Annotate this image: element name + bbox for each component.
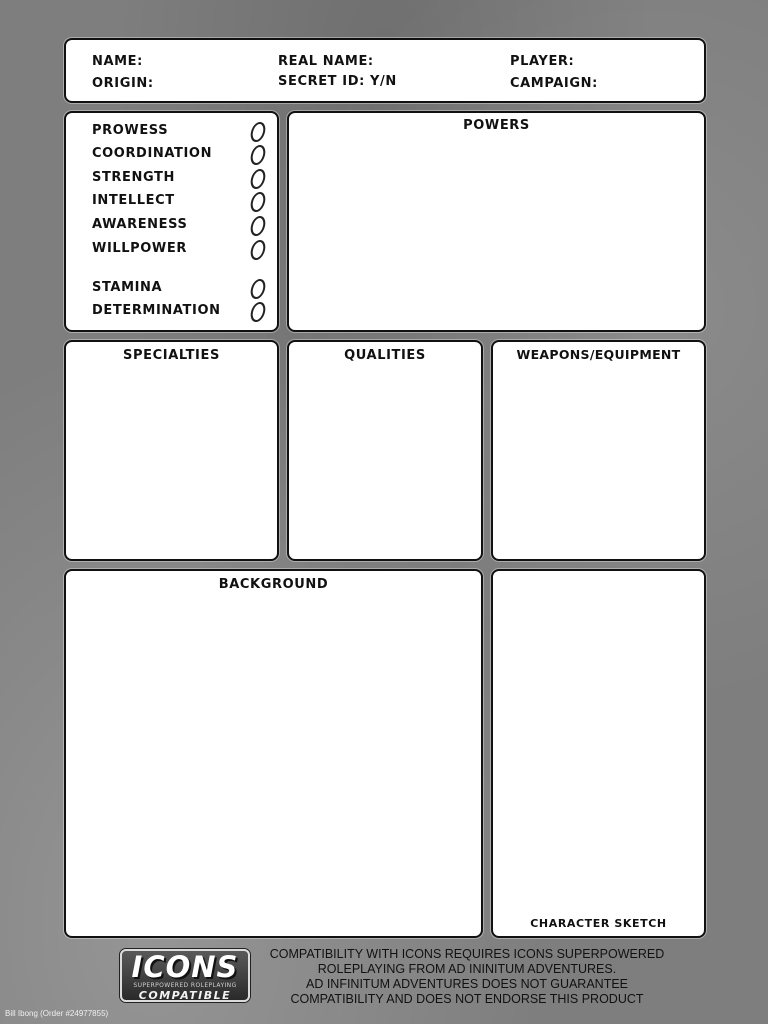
logo-compatible-text: COMPATIBLE <box>138 989 232 1002</box>
logo-wordmark: ICONS <box>131 950 239 984</box>
logo-tagline: SUPERPOWERED ROLEPLAYING <box>133 982 237 989</box>
powers-box[interactable] <box>287 111 706 332</box>
disclaimer-line: COMPATIBILITY AND DOES NOT ENDORSE THIS PRODUCT <box>290 992 644 1006</box>
character-sketch-label: CHARACTER SKETCH <box>530 917 667 930</box>
ability-row-awareness <box>92 216 267 236</box>
derived-row-determination <box>92 302 267 322</box>
ability-row-coordination <box>92 145 267 165</box>
specialties-title: SPECIALTIES <box>123 348 220 363</box>
qualities-box[interactable] <box>287 340 483 561</box>
disclaimer-line: AD INFINITUM ADVENTURES DOES NOT GUARANTEE <box>305 977 629 991</box>
identity-header-box <box>64 38 706 103</box>
background-box[interactable] <box>64 569 483 938</box>
ability-row-intellect <box>92 192 267 212</box>
ability-value-oval[interactable] <box>249 145 267 165</box>
ability-label: AWARENESS <box>92 217 188 232</box>
ability-row-strength <box>92 169 267 189</box>
qualities-title: QUALITIES <box>344 348 426 363</box>
ability-value-oval[interactable] <box>249 192 267 212</box>
ability-label: PROWESS <box>92 123 169 138</box>
origin-field-label[interactable]: ORIGIN: <box>92 76 154 91</box>
compatibility-disclaimer <box>262 947 672 1007</box>
ability-label: STRENGTH <box>92 170 175 185</box>
ability-value-oval[interactable] <box>249 240 267 260</box>
ability-row-willpower <box>92 240 267 260</box>
ability-label: INTELLECT <box>92 193 175 208</box>
ability-label: WILLPOWER <box>92 241 187 256</box>
ability-value-oval[interactable] <box>249 122 267 142</box>
icons-compatible-logo <box>120 949 250 1002</box>
disclaimer-line: COMPATIBILITY WITH ICONS REQUIRES ICONS SUPERPOWERED <box>269 947 665 961</box>
weapons-equipment-title: WEAPONS/EQUIPMENT <box>516 347 681 362</box>
ability-value-oval[interactable] <box>249 216 267 236</box>
order-watermark: Bill Ibong (Order #24977855) <box>5 1009 109 1018</box>
player-field-label[interactable]: PLAYER: <box>510 54 575 69</box>
campaign-field-label[interactable]: CAMPAIGN: <box>510 76 598 91</box>
derived-value-oval[interactable] <box>249 279 267 299</box>
ability-label: COORDINATION <box>92 146 213 161</box>
ability-value-oval[interactable] <box>249 169 267 189</box>
abilities-box <box>64 111 279 332</box>
derived-label: STAMINA <box>92 280 163 295</box>
derived-value-oval[interactable] <box>249 302 267 322</box>
character-sketch-box[interactable] <box>491 569 706 938</box>
derived-label: DETERMINATION <box>92 303 221 318</box>
disclaimer-line: ROLEPLAYING FROM AD ININITUM ADVENTURES. <box>317 962 617 976</box>
name-field-label[interactable]: NAME: <box>92 54 143 69</box>
weapons-equipment-box[interactable] <box>491 340 706 561</box>
real-name-field-label[interactable]: REAL NAME: <box>278 54 374 69</box>
derived-row-stamina <box>92 279 267 299</box>
secret-id-field-label[interactable]: SECRET ID: Y/N <box>278 74 397 89</box>
ability-row-prowess <box>92 122 267 142</box>
powers-title: POWERS <box>463 118 530 133</box>
specialties-box[interactable] <box>64 340 279 561</box>
background-title: BACKGROUND <box>218 577 329 592</box>
